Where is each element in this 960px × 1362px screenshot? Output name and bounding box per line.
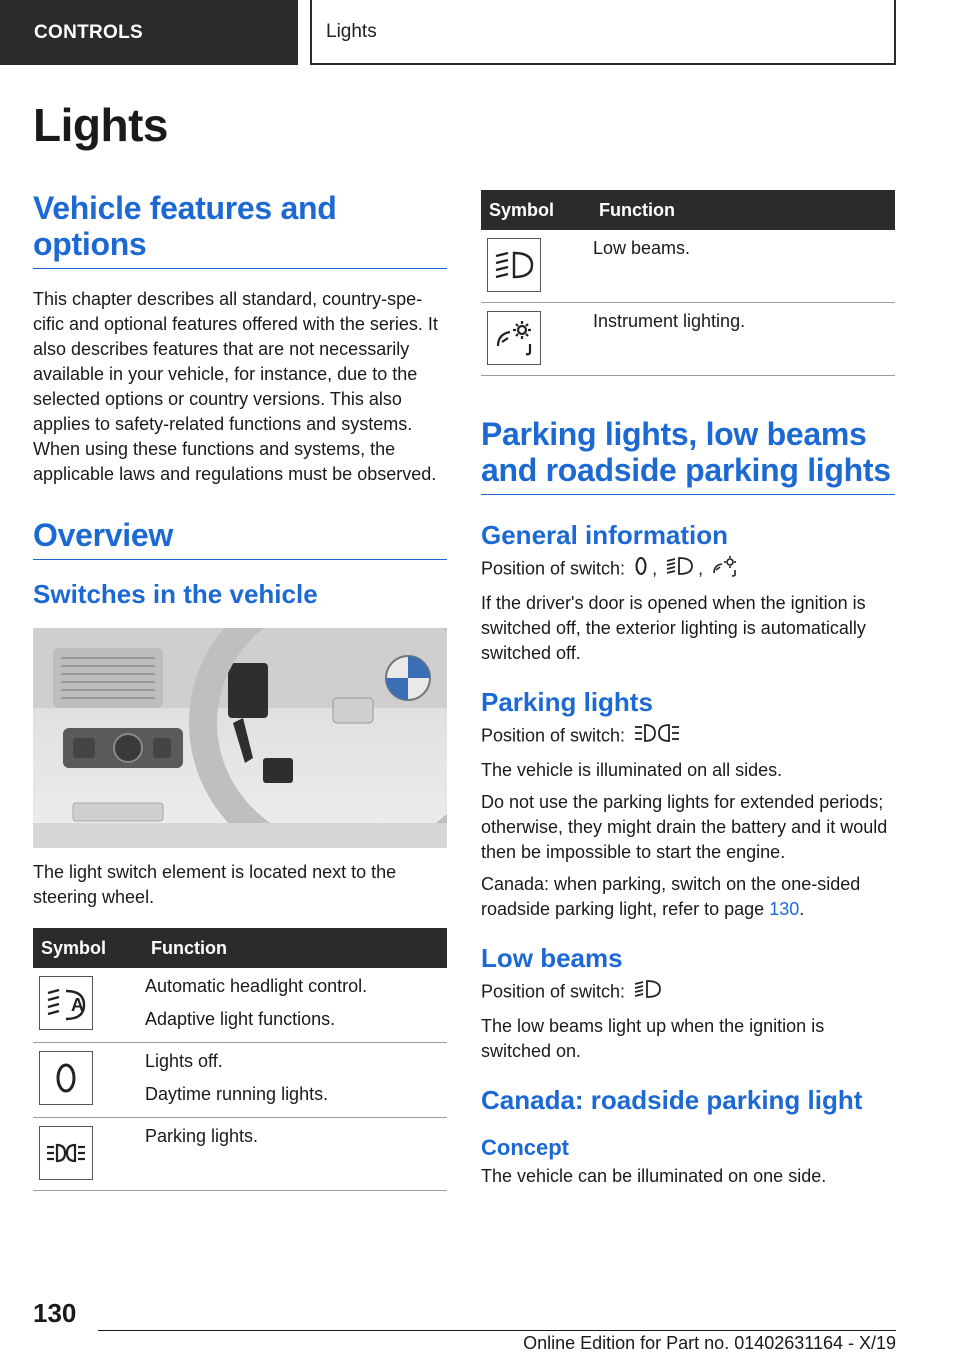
table-row bbox=[33, 1043, 447, 1118]
low-beams-paragraph: The low beams light up when the ignition is switched on. bbox=[481, 1016, 825, 1061]
heading-switches: Switches in the vehicle bbox=[33, 579, 318, 609]
col-function-header: Function bbox=[145, 928, 447, 968]
heading-canada-roadside: Canada: roadside parking light bbox=[481, 1085, 863, 1115]
left-column bbox=[33, 190, 447, 1191]
function-text: Daytime running lights. bbox=[145, 1084, 329, 1104]
parking-lights-icon bbox=[39, 1126, 93, 1180]
low-beams-icon bbox=[666, 555, 694, 584]
heading-parking-low-beams: Parking lights, low beams and roadside parking lights bbox=[481, 416, 895, 495]
concept-paragraph: The vehicle can be illuminated on one side. bbox=[481, 1166, 827, 1186]
period: . bbox=[799, 899, 805, 919]
chapter-label: Lights bbox=[326, 20, 377, 42]
symbol-table-left bbox=[33, 928, 447, 1191]
function-text: Low beams. bbox=[593, 238, 691, 258]
table-row bbox=[481, 303, 895, 376]
page-number: 130 bbox=[33, 1298, 77, 1328]
automatic-headlight-icon bbox=[39, 976, 93, 1030]
separator: , bbox=[652, 558, 658, 579]
function-text: Instrument lighting. bbox=[593, 311, 746, 331]
low-position-line bbox=[481, 978, 895, 1007]
page-reference-link[interactable]: 130 bbox=[769, 899, 800, 919]
parking-paragraph-1: The vehicle is illuminated on all sides. bbox=[481, 760, 783, 780]
chapter-tab bbox=[310, 0, 896, 65]
parking-position-line bbox=[481, 722, 895, 751]
parking-paragraph-2: Do not use the parking lights for extended periods; otherwise, they might drain the battery and it would then be impossible to start the engine. bbox=[481, 792, 888, 862]
section-label: CONTROLS bbox=[34, 21, 144, 43]
features-paragraph: This chapter describes all standard, country-specific and optional features offered with the series. It also describes features that are not necessarily available in your vehicle, for instance, due to the selected options or country versions. This also applies to safety-related functions and systems. When using these functions and systems, the applicable laws and regulations must be observed. bbox=[33, 289, 438, 484]
parking-paragraph-3-text: Canada: when parking, switch on the one-sided roadside parking light, refer to page bbox=[481, 874, 861, 919]
dashboard-photo bbox=[33, 628, 447, 848]
instrument-lighting-icon bbox=[487, 311, 541, 365]
function-text: Adaptive light functions. bbox=[145, 1009, 336, 1029]
function-text: Lights off. bbox=[145, 1051, 223, 1071]
position-label: Position of switch: bbox=[481, 725, 626, 746]
table-row bbox=[33, 1118, 447, 1191]
photo-caption: The light switch element is located next to the steering wheel. bbox=[33, 862, 397, 907]
heading-overview: Overview bbox=[33, 517, 447, 560]
instrument-lighting-icon bbox=[712, 555, 738, 584]
col-function-header: Function bbox=[593, 190, 895, 230]
section-tab bbox=[0, 0, 298, 65]
lights-off-icon bbox=[634, 555, 648, 584]
low-beams-icon bbox=[634, 978, 662, 1007]
heading-general-information: General information bbox=[481, 520, 729, 550]
function-text: Parking lights. bbox=[145, 1126, 259, 1146]
heading-parking-lights: Parking lights bbox=[481, 687, 653, 717]
separator: , bbox=[698, 558, 704, 579]
col-symbol-header: Symbol bbox=[33, 928, 145, 968]
col-symbol-header: Symbol bbox=[481, 190, 593, 230]
page-title: Lights bbox=[33, 99, 168, 151]
low-beams-icon bbox=[487, 238, 541, 292]
position-label: Position of switch: bbox=[481, 558, 626, 579]
svg-text:A: A bbox=[71, 995, 84, 1015]
general-paragraph: If the driver's door is opened when the ignition is switched off, the exterior lighting is automatically switched off. bbox=[481, 593, 866, 663]
general-position-line bbox=[481, 555, 895, 584]
position-label: Position of switch: bbox=[481, 981, 626, 1002]
lights-off-icon bbox=[39, 1051, 93, 1105]
heading-vehicle-features: Vehicle features and options bbox=[33, 190, 447, 269]
steering-wheel-illustration bbox=[33, 628, 447, 848]
function-text: Automatic headlight control. bbox=[145, 976, 368, 996]
symbol-table-right bbox=[481, 190, 895, 376]
edition-note: Online Edition for Part no. 01402631164 - X/19 bbox=[523, 1333, 896, 1353]
table-row bbox=[481, 230, 895, 303]
parking-paragraph-3 bbox=[481, 872, 895, 922]
table-row bbox=[33, 968, 447, 1043]
footer-divider bbox=[98, 1330, 896, 1331]
parking-lights-icon bbox=[634, 722, 680, 751]
heading-concept: Concept bbox=[481, 1135, 569, 1160]
right-column bbox=[481, 190, 895, 1189]
heading-low-beams: Low beams bbox=[481, 943, 623, 973]
